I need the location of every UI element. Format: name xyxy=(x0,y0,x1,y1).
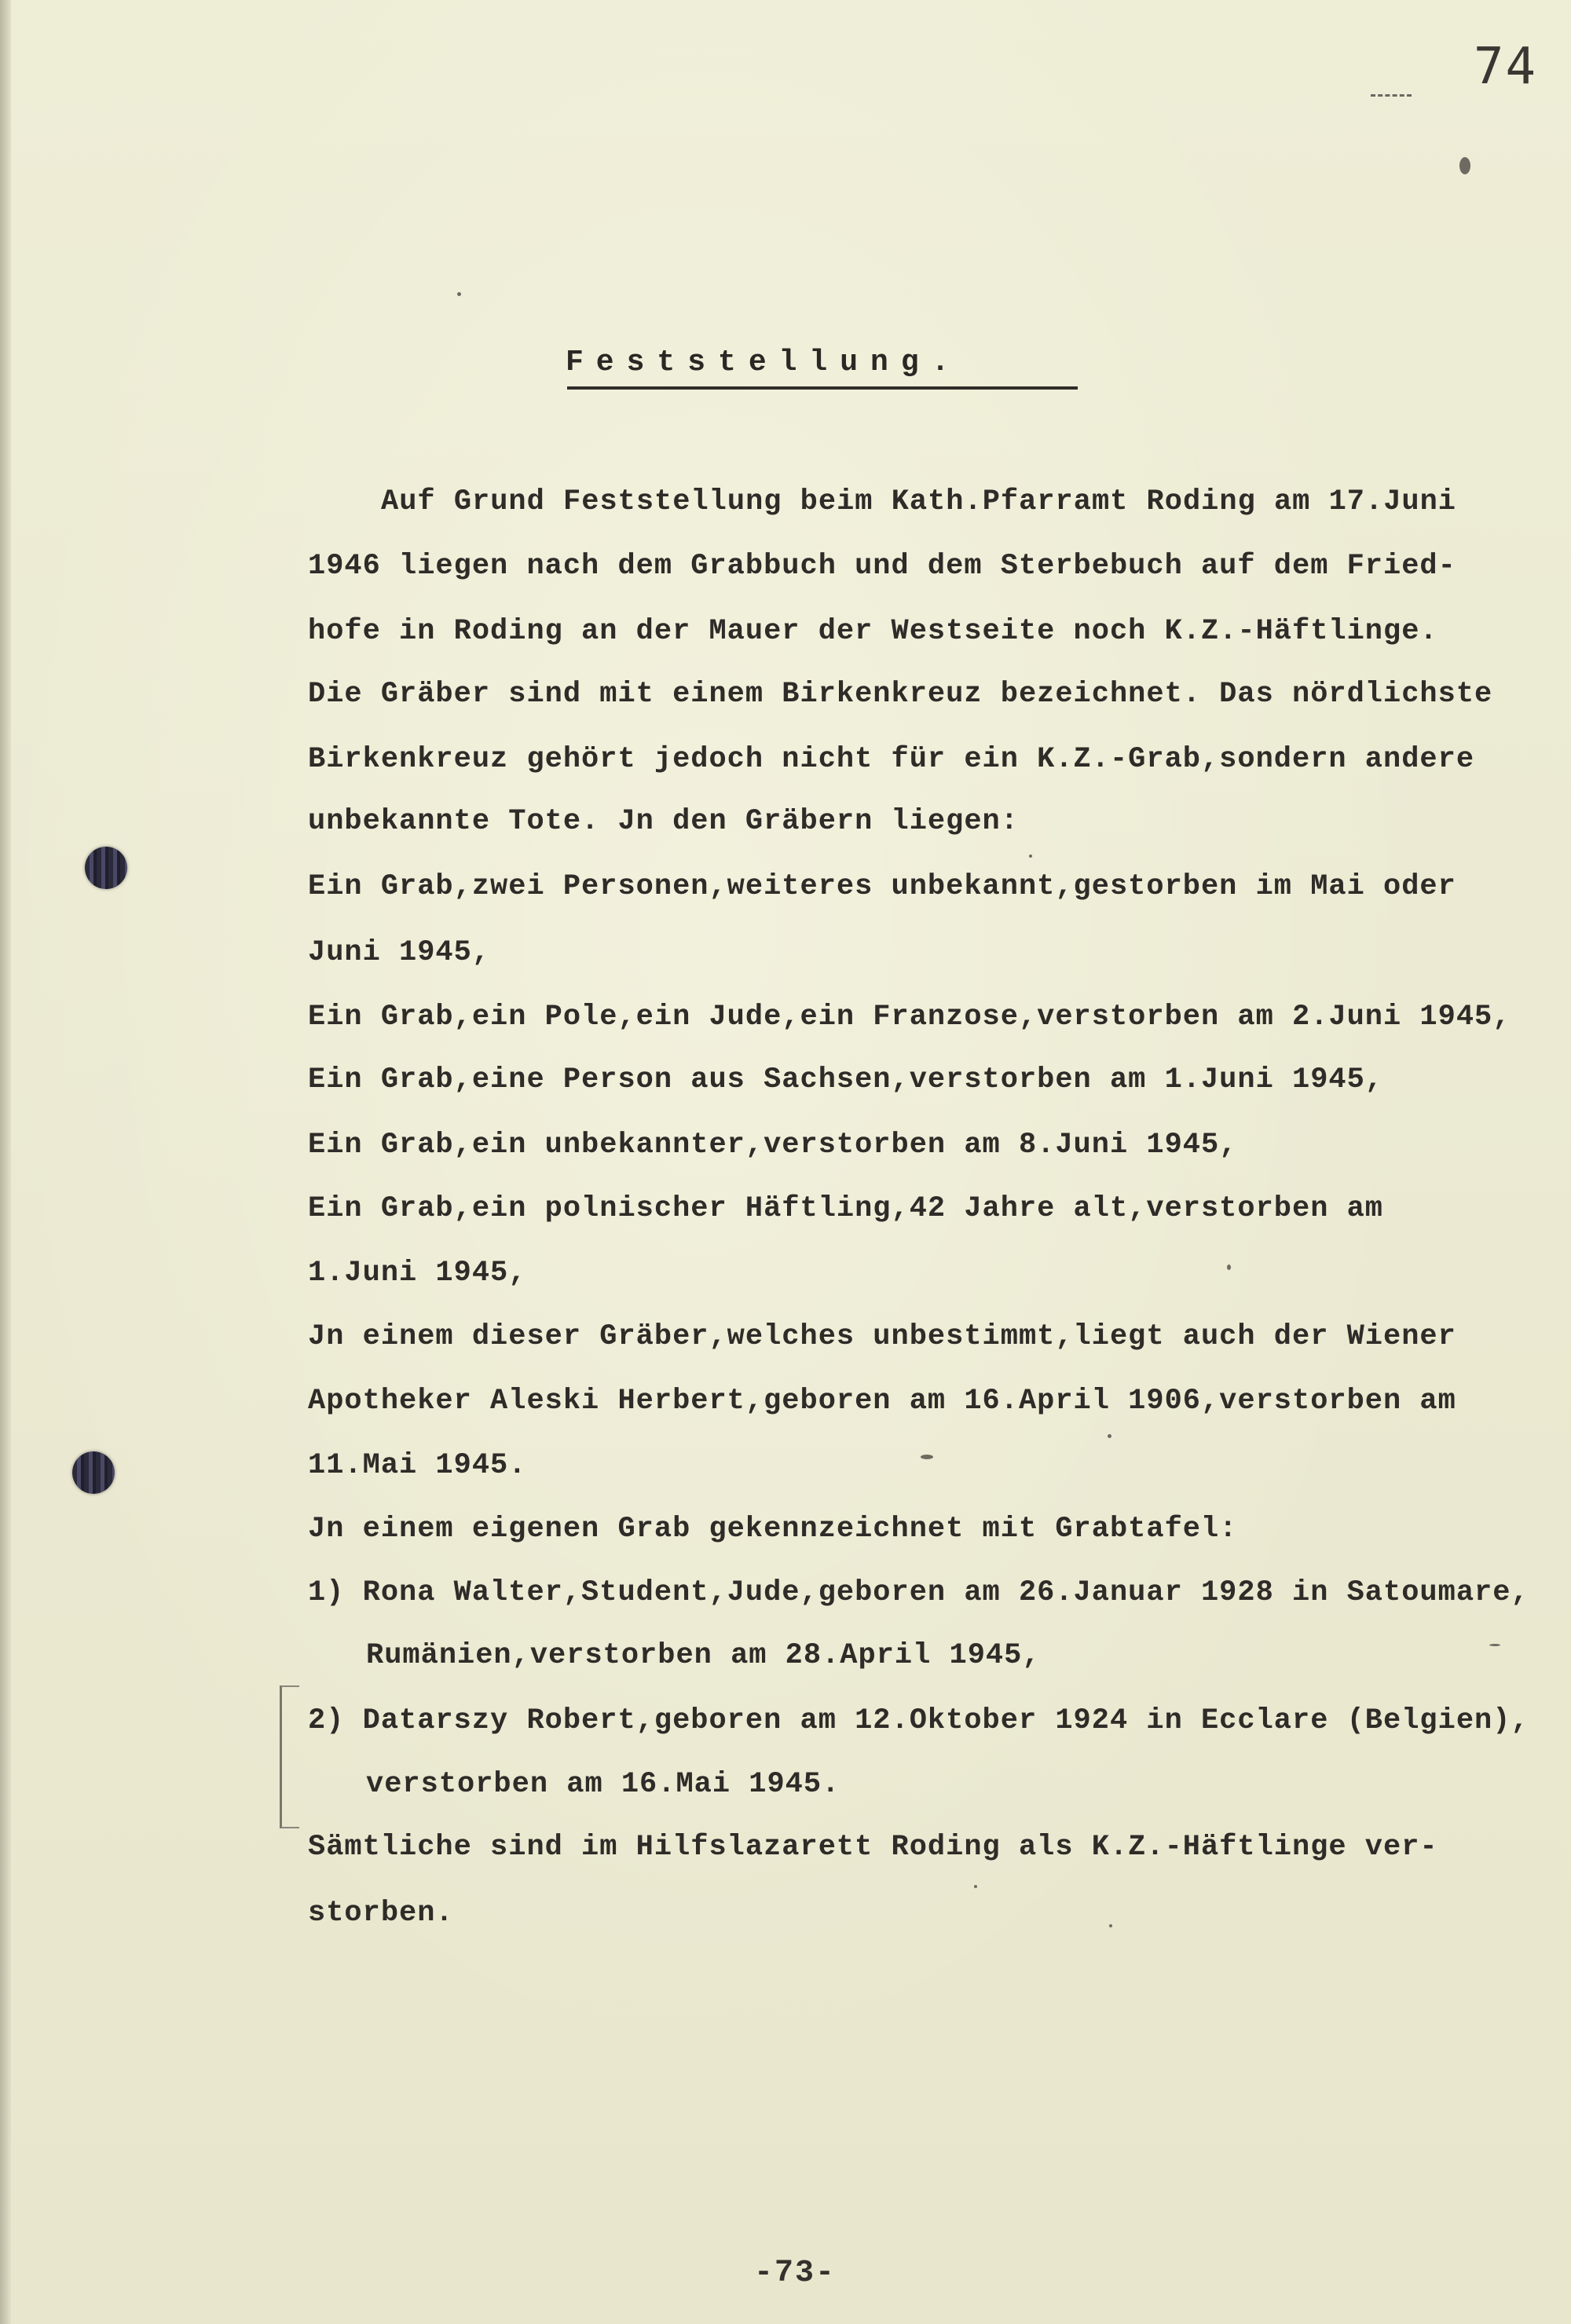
paper-speck xyxy=(1227,1264,1231,1270)
paper-edge xyxy=(0,0,11,2324)
body-line: 11.Mai 1945. xyxy=(308,1449,527,1482)
title-underline xyxy=(567,386,1078,390)
body-line: hofe in Roding an der Mauer der Westseite noch K.Z.-Häftlinge. xyxy=(308,615,1438,648)
corner-mark xyxy=(1371,94,1412,99)
body-line: Ein Grab,ein Pole,ein Jude,ein Franzose,verstorben am 2.Juni 1945, xyxy=(308,1001,1511,1034)
body-line: 1.Juni 1945, xyxy=(308,1257,527,1290)
paper-speck xyxy=(1109,1924,1112,1927)
paper-speck xyxy=(1489,1644,1500,1646)
list-item-1: 1) Rona Walter,Student,Jude,geboren am 26.Januar 1928 in Satoumare, xyxy=(308,1576,1529,1609)
margin-bracket-mark xyxy=(280,1685,299,1828)
body-line: Ein Grab,ein polnischer Häftling,42 Jahre alt,verstorben am xyxy=(308,1192,1384,1225)
paper-speck xyxy=(1459,157,1470,174)
page-number: 74 xyxy=(1474,38,1538,96)
footer-page-number: -73- xyxy=(754,2256,837,2291)
punch-hole-icon xyxy=(72,1451,115,1494)
list-item-2: 2) Datarszy Robert,geboren am 12.Oktober 1924 in Ecclare (Belgien), xyxy=(308,1704,1529,1737)
punch-hole-icon xyxy=(85,847,127,889)
body-line: storben. xyxy=(308,1897,454,1930)
body-line: Sämtliche sind im Hilfslazarett Roding als K.Z.-Häftlinge ver- xyxy=(308,1831,1438,1864)
body-line: Die Gräber sind mit einem Birkenkreuz bezeichnet. Das nördlichste xyxy=(308,678,1493,711)
body-line: Birkenkreuz gehört jedoch nicht für ein K.Z.-Grab,sondern andere xyxy=(308,743,1475,776)
body-line: Juni 1945, xyxy=(308,936,491,969)
body-line: Ein Grab,eine Person aus Sachsen,verstorben am 1.Juni 1945, xyxy=(308,1063,1384,1096)
body-line: Apotheker Aleski Herbert,geboren am 16.April 1906,verstorben am xyxy=(308,1385,1456,1418)
body-line: Ein Grab,zwei Personen,weiteres unbekannt,gestorben im Mai oder xyxy=(308,870,1456,903)
body-line: Jn einem eigenen Grab gekennzeichnet mit Grabtafel: xyxy=(308,1513,1238,1546)
body-line: unbekannte Tote. Jn den Gräbern liegen: xyxy=(308,805,1019,838)
list-item-1-continued: Rumänien,verstorben am 28.April 1945, xyxy=(366,1639,1041,1672)
paper-speck xyxy=(1108,1434,1111,1438)
body-line: Ein Grab,ein unbekannter,verstorben am 8.Juni 1945, xyxy=(308,1129,1238,1162)
body-line: Auf Grund Feststellung beim Kath.Pfarramt Roding am 17.Juni xyxy=(381,485,1457,518)
list-item-2-continued: verstorben am 16.Mai 1945. xyxy=(366,1768,840,1801)
paper-speck xyxy=(457,292,461,296)
paper-speck xyxy=(921,1455,933,1459)
body-line: 1946 liegen nach dem Grabbuch und dem Sterbebuch auf dem Fried- xyxy=(308,550,1456,583)
paper-speck xyxy=(1029,855,1032,858)
body-line: Jn einem dieser Gräber,welches unbestimmt,liegt auch der Wiener xyxy=(308,1320,1456,1353)
paper-speck xyxy=(974,1885,977,1888)
document-title: Feststellung. xyxy=(566,346,962,379)
